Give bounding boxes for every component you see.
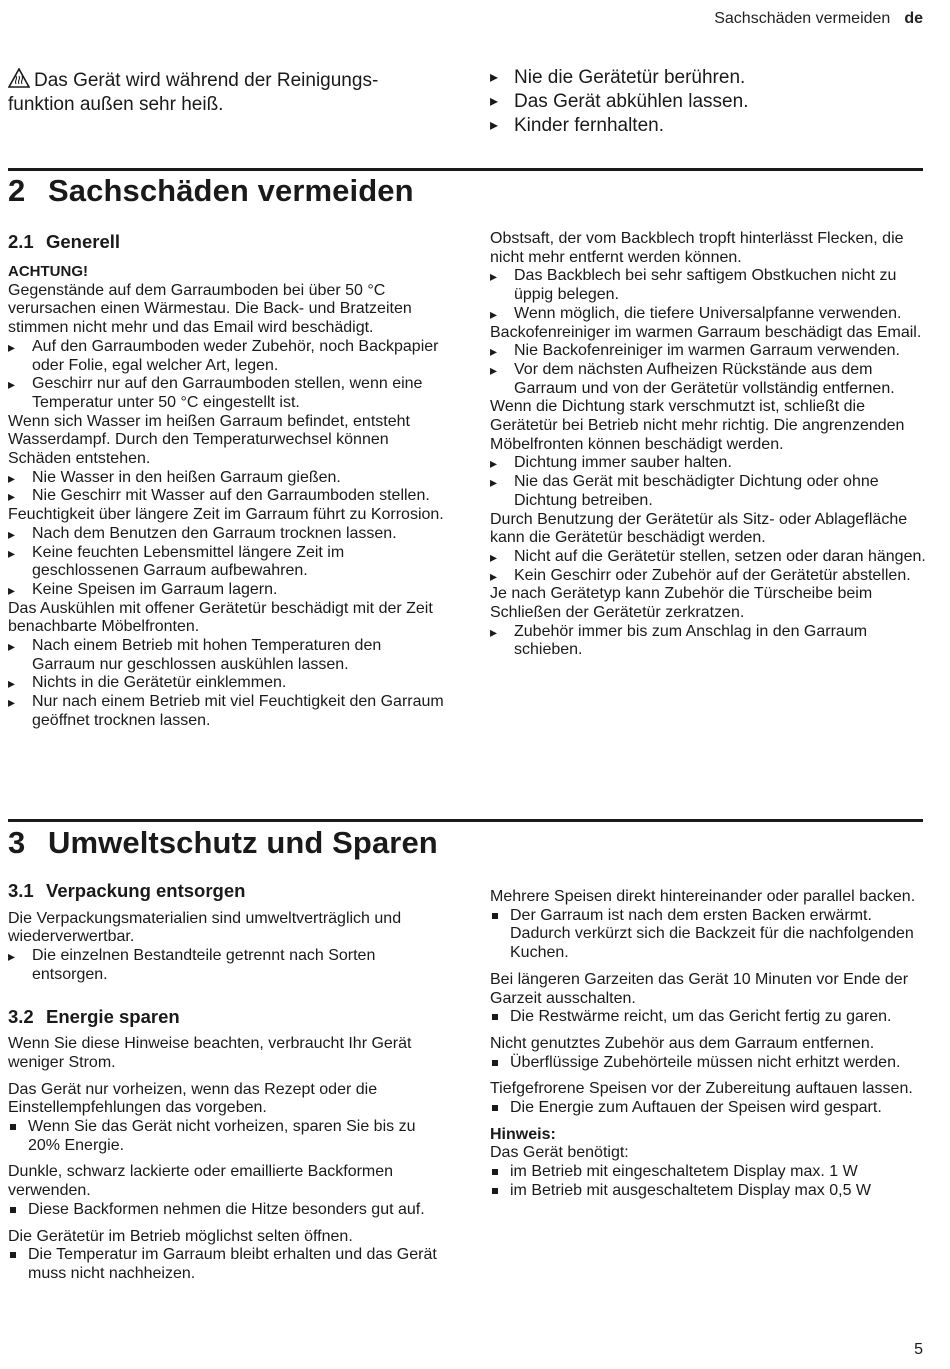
- paragraph: Tiefgefrorene Speisen vor der Zubereitung auftauen lassen.: [490, 1080, 913, 1098]
- sec3-left-column: [8, 882, 448, 1284]
- paragraph: Je nach Gerätetyp kann Zubehör die Türscheibe beim Schließen der Gerätetür zerkratzen.: [490, 585, 873, 622]
- instruction-item: ▸ Nie Wasser in den heißen Garraum gießen.: [8, 469, 448, 488]
- paragraph: Nicht genutztes Zubehör aus dem Garraum entfernen.: [490, 1034, 875, 1052]
- section-rule: [8, 168, 923, 171]
- subsection-number: 2.1: [8, 231, 34, 252]
- instruction-item: ▸ Nie Geschirr mit Wasser auf den Garraumboden stellen.: [8, 487, 448, 506]
- running-header: [714, 10, 923, 28]
- header-section: Sachschäden vermeiden: [714, 10, 891, 27]
- instruction-item: ▸ Keine feuchten Lebensmittel längere Zeit im geschlossenen Garraum aufbewahren.: [8, 544, 448, 581]
- paragraph: Wenn sich Wasser im heißen Garraum befindet, entsteht Wasserdampf. Durch den Temperaturwechsel können Schäden entstehen.: [8, 412, 410, 468]
- instruction-item: ▸ Geschirr nur auf den Garraumboden stellen, wenn eine Temperatur unter 50 °C eingestellt ist.: [8, 375, 448, 412]
- result-item: Der Garraum ist nach dem ersten Backen erwärmt. Dadurch verkürzt sich die Backzeit für die nachfolgenden Kuchen.: [490, 907, 930, 963]
- instruction-item: ▸ Dichtung immer sauber halten.: [490, 454, 930, 473]
- result-item: Wenn Sie das Gerät nicht vorheizen, sparen Sie bis zu 20% Energie.: [8, 1118, 448, 1155]
- section-title: Umweltschutz und Sparen: [48, 825, 438, 860]
- subsection-number: 3.2: [8, 1005, 34, 1027]
- note-label: Hinweis:: [490, 1125, 556, 1143]
- instruction-item: ▸ Nach dem Benutzen den Garraum trocknen lassen.: [8, 525, 448, 544]
- paragraph: Durch Benutzung der Gerätetür als Sitz- oder Ablagefläche kann die Gerätetür beschädigt werden.: [490, 510, 908, 547]
- warning-steps: [490, 66, 930, 138]
- instruction-item: ▸ Auf den Garraumboden weder Zubehör, noch Backpapier oder Folie, egal welcher Art, legen.: [8, 338, 448, 375]
- paragraph: Das Gerät benötigt:: [490, 1144, 629, 1162]
- instruction-item: ▸ Nur nach einem Betrieb mit viel Feuchtigkeit den Garraum geöffnet trocknen lassen.: [8, 693, 448, 730]
- spacer: [490, 1072, 930, 1080]
- subsection-number: 3.1: [8, 880, 34, 901]
- section-number: 2: [8, 173, 26, 208]
- result-item: Die Restwärme reicht, um das Gericht fertig zu garen.: [490, 1008, 930, 1027]
- section-2-heading: [8, 173, 414, 209]
- instruction-item: ▸ Nicht auf die Gerätetür stellen, setzen oder daran hängen.: [490, 548, 930, 567]
- achtung-label: ACHTUNG!: [8, 263, 88, 280]
- instruction-item: ▸ Die einzelnen Bestandteile getrennt nach Sorten entsorgen.: [8, 947, 448, 984]
- result-item: Überflüssige Zubehörteile müssen nicht erhitzt werden.: [490, 1054, 930, 1073]
- instruction-item: ▸ Zubehör immer bis zum Anschlag in den Garraum schieben.: [490, 623, 930, 660]
- warning-hot-surface-icon: [8, 68, 30, 88]
- page-number: 5: [914, 1341, 923, 1358]
- instruction-item: ▸ Das Backblech bei sehr saftigem Obstkuchen nicht zu üppig belegen.: [490, 267, 930, 304]
- subsection-3-2-heading: [8, 1005, 448, 1027]
- instruction-item: ▸ Nichts in die Gerätetür einklemmen.: [8, 674, 448, 693]
- sec2-right-column: [490, 230, 930, 660]
- section-rule: [8, 819, 923, 822]
- subsection-title: Generell: [46, 231, 121, 252]
- instruction-item: ▸ Nie Backofenreiniger im warmen Garraum verwenden.: [490, 342, 930, 361]
- instruction-item: ▸ Nach einem Betrieb mit hohen Temperaturen den Garraum nur geschlossen auskühlen lassen.: [8, 637, 448, 674]
- section-3-heading: [8, 825, 438, 861]
- warning-step: ▸ Kinder fernhalten.: [490, 114, 930, 138]
- paragraph: Wenn Sie diese Hinweise beachten, verbraucht Ihr Gerät weniger Strom.: [8, 1035, 412, 1071]
- spacer: [8, 1073, 448, 1081]
- warning-step: ▸ Das Gerät abkühlen lassen.: [490, 90, 930, 114]
- warning-block: [8, 68, 448, 117]
- instruction-item: ▸ Wenn möglich, die tiefere Universalpfanne verwenden.: [490, 305, 930, 324]
- result-item: Diese Backformen nehmen die Hitze besonders gut auf.: [8, 1201, 448, 1220]
- instruction-item: ▸ Keine Speisen im Garraum lagern.: [8, 581, 448, 600]
- spacer: [490, 1118, 930, 1126]
- warning-step: ▸ Nie die Gerätetür berühren.: [490, 66, 930, 90]
- instruction-item: ▸ Kein Geschirr oder Zubehör auf der Gerätetür abstellen.: [490, 567, 930, 586]
- result-item: Die Temperatur im Garraum bleibt erhalten und das Gerät muss nicht nachheizen.: [8, 1246, 448, 1283]
- paragraph: Das Auskühlen mit offener Gerätetür beschädigt mit der Zeit benachbarte Möbelfronten.: [8, 599, 433, 636]
- spacer: [8, 1155, 448, 1163]
- paragraph: Die Verpackungsmaterialien sind umweltverträglich und wiederverwertbar.: [8, 909, 402, 946]
- result-item: im Betrieb mit ausgeschaltetem Display max 0,5 W: [490, 1182, 930, 1201]
- subsection-3-1-heading: [8, 882, 448, 901]
- paragraph: Bei längeren Garzeiten das Gerät 10 Minuten vor Ende der Garzeit ausschalten.: [490, 970, 909, 1007]
- header-lang: de: [904, 10, 923, 27]
- spacer: [490, 1027, 930, 1035]
- paragraph: Das Gerät nur vorheizen, wenn das Rezept oder die Einstellempfehlungen das vorgeben.: [8, 1080, 378, 1117]
- paragraph: Obstsaft, der vom Backblech tropft hinterlässt Flecken, die nicht mehr entfernt werden können.: [490, 230, 904, 266]
- paragraph: Wenn die Dichtung stark verschmutzt ist, schließt die Gerätetür bei Betrieb nicht mehr richtig. Die angrenzenden Möbelfronten können beschädigt werden.: [490, 398, 905, 453]
- spacer: [490, 963, 930, 971]
- paragraph: Backofenreiniger im warmen Garraum beschädigt das Email.: [490, 323, 922, 341]
- paragraph: Dunkle, schwarz lackierte oder emaillierte Backformen verwenden.: [8, 1163, 394, 1200]
- result-item: im Betrieb mit eingeschaltetem Display max. 1 W: [490, 1163, 930, 1182]
- paragraph: Die Gerätetür im Betrieb möglichst selten öffnen.: [8, 1227, 353, 1245]
- subsection-title: Verpackung entsorgen: [46, 880, 246, 901]
- sec3-right-column: [490, 888, 930, 1201]
- instruction-item: ▸ Vor dem nächsten Aufheizen Rückstände aus dem Garraum und von der Gerätetür vollständig entfernen.: [490, 361, 930, 398]
- paragraph: Mehrere Speisen direkt hintereinander oder parallel backen.: [490, 888, 916, 905]
- section-number: 3: [8, 825, 26, 860]
- paragraph: Feuchtigkeit über längere Zeit im Garraum führt zu Korrosion.: [8, 506, 444, 524]
- instruction-item: ▸ Nie das Gerät mit beschädigter Dichtung oder ohne Dichtung betreiben.: [490, 473, 930, 510]
- result-item: Die Energie zum Auftauen der Speisen wird gespart.: [490, 1099, 930, 1118]
- sec2-left-column: [8, 263, 448, 731]
- section-title: Sachschäden vermeiden: [48, 173, 414, 208]
- paragraph: Gegenstände auf dem Garraumboden bei über 50 °C verursachen einen Wärmestau. Die Back- und Bratzeiten stimmen nicht mehr und das Email wird beschädigt.: [8, 281, 412, 337]
- subsection-title: Energie sparen: [46, 1005, 180, 1027]
- subsection-2-1-heading: [8, 231, 120, 253]
- spacer: [8, 1220, 448, 1228]
- warning-text: Das Gerät wird während der Reinigungs- funktion außen sehr heiß.: [8, 70, 379, 115]
